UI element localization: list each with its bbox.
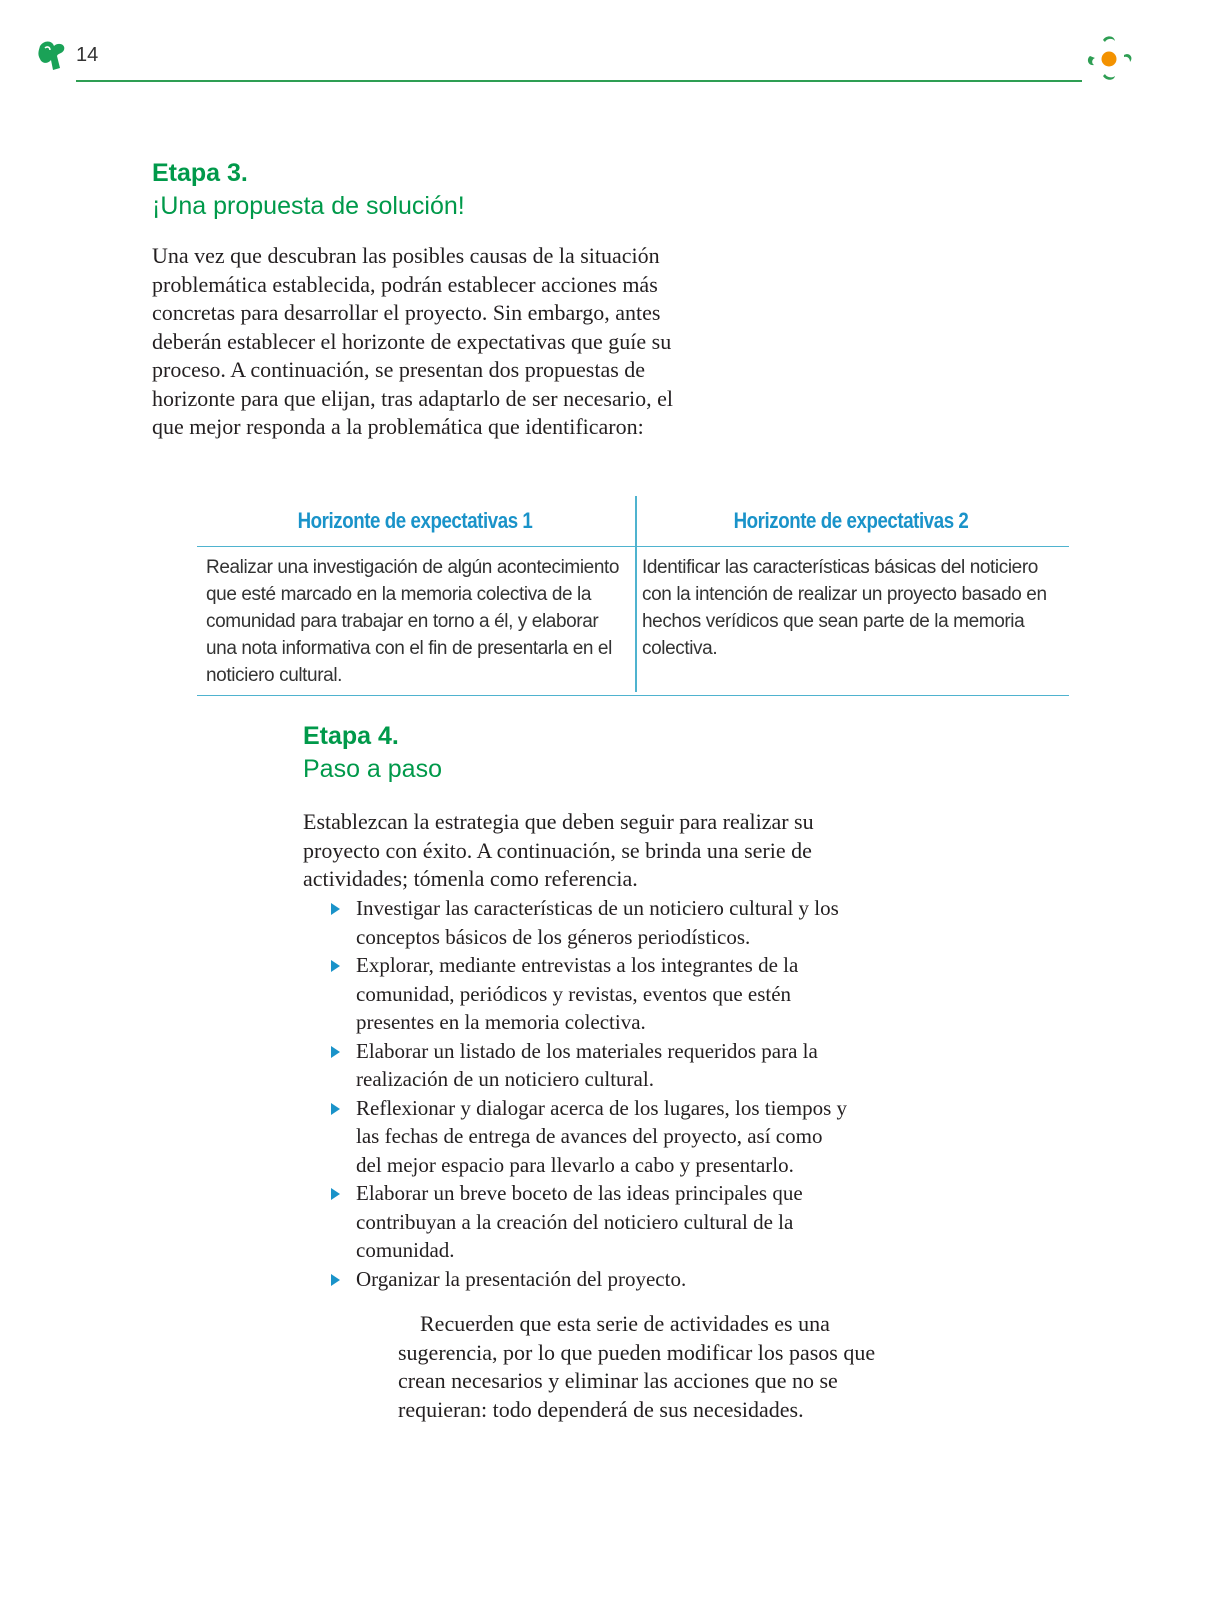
blue-triangle-bullet-icon	[331, 1274, 340, 1286]
stage4-title: Paso a paso	[303, 755, 442, 783]
header-rule	[76, 80, 1082, 82]
blue-triangle-bullet-icon	[331, 1188, 340, 1200]
activity-text: Elaborar un listado de los materiales requeridos para la realización de un noticiero cultural.	[356, 1038, 818, 1091]
horizon-2-text: Identificar las características básicas del noticiero con la intención de realizar un proyecto basado en hechos verídicos que sean parte de la memoria colectiva.	[642, 557, 1047, 659]
list-item	[331, 1094, 851, 1180]
stage4-number: Etapa 4.	[303, 722, 399, 750]
horizon-1-title: Horizonte de expectativas 1	[297, 508, 533, 533]
activity-text: Explorar, mediante entrevistas a los integrantes de la comunidad, periódicos y revistas, eventos que estén presentes en la memoria colectiva.	[356, 953, 799, 1034]
list-item	[331, 894, 851, 951]
horizon-2-title: Horizonte de expectativas 2	[733, 508, 969, 533]
horizon-1-text: Realizar una investigación de algún acontecimiento que esté marcado en la memoria colectiva de la comunidad para trabajar en torno a él, y elaborar una nota informativa con el fin de presentarla en el noticiero cultural.	[206, 557, 620, 686]
blue-triangle-bullet-icon	[331, 1046, 340, 1058]
horizon-table	[197, 496, 1069, 696]
green-leaf-figure-icon	[36, 38, 68, 72]
stage4-intro-paragraph: Establezcan la estrategia que deben seguir para realizar su proyecto con éxito. A continuación, se brinda una serie de actividades; tómenla como referencia.	[303, 809, 814, 891]
stage3-number: Etapa 3.	[152, 159, 248, 187]
orange-dot-green-swirls-icon	[1086, 34, 1140, 84]
activity-text: Reflexionar y dialogar acerca de los lugares, los tiempos y las fechas de entrega de avances del proyecto, así como del mejor espacio para llevarlo a cabo y presentarlo.	[356, 1095, 847, 1177]
blue-triangle-bullet-icon	[331, 1103, 340, 1115]
activity-text: Elaborar un breve boceto de las ideas principales que contribuyan a la creación del noticiero cultural de la comunidad.	[356, 1181, 803, 1262]
activity-text: Investigar las características de un noticiero cultural y los conceptos básicos de los géneros periodísticos.	[356, 896, 839, 949]
activity-list	[331, 894, 851, 1293]
stage3-heading	[152, 157, 465, 223]
blue-triangle-bullet-icon	[331, 903, 340, 915]
list-item	[331, 1179, 851, 1265]
stage3-title: ¡Una propuesta de solución!	[152, 192, 465, 220]
stage3-body-paragraph: Una vez que descubran las posibles causas de la situación problemática establecida, podrán establecer acciones más concretas para desarrollar el proyecto. Sin embargo, antes deberán establecer el horizonte de expectativas que guíe su proceso. A continuación, se presentan dos propuestas de horizonte para que elijan, tras adaptarlo de ser necesario, el que mejor responda a la problemática que identificaron:	[152, 243, 674, 439]
page-number: 14	[76, 44, 99, 66]
blue-triangle-bullet-icon	[331, 960, 340, 972]
table-column-divider	[635, 496, 637, 692]
list-item	[331, 1037, 851, 1094]
horizon-table-body	[197, 547, 1069, 696]
list-item	[331, 951, 851, 1037]
stage4-heading	[303, 720, 442, 786]
closing-note: Recuerden que esta serie de actividades es una sugerencia, por lo que pueden modificar los pasos que crean necesarios y eliminar las acciones que no se requieran: todo dependerá de sus necesidades.	[398, 1311, 876, 1422]
list-item	[331, 1265, 851, 1294]
horizon-table-header	[197, 496, 1069, 547]
activity-text: Organizar la presentación del proyecto.	[356, 1266, 687, 1291]
